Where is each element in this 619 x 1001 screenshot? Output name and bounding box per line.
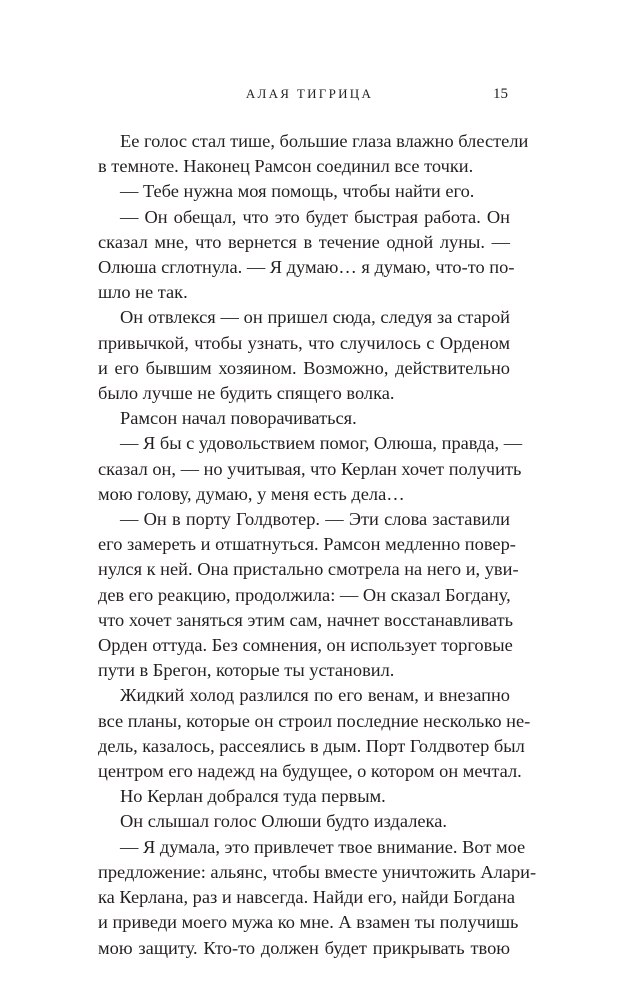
text-line: Но Керлан добрался туда первым.: [120, 786, 386, 807]
text-line: Жидкий холод разлился по его венам, и внезапно: [120, 685, 510, 706]
text-line: привычкой, чтобы узнать, что случилось с Орденом: [98, 332, 510, 353]
text-line: Ее голос стал тише, большие глаза влажно блестели: [120, 131, 529, 151]
text-line: дев его реакцию, продолжила: — Он сказал Богдану,: [98, 584, 511, 605]
text-line: Рамсон начал поворачиваться.: [120, 408, 357, 429]
text-line: и приведи моего мужа ко мне. А взамен ты получишь: [98, 912, 519, 933]
text-line: шло не так.: [98, 282, 188, 303]
running-header: [0, 84, 619, 104]
page-number: 15: [493, 86, 508, 102]
text-line: пути в Брегон, которые ты установил.: [98, 660, 395, 681]
text-line: мою голову, думаю, у меня есть дела…: [98, 483, 405, 504]
text-line: все планы, которые он строил последние несколько не-: [98, 710, 531, 731]
text-line: Олюша сглотнула. — Я думаю… я думаю, что-то по-: [98, 257, 515, 278]
text-line: — Я бы с удовольствием помог, Олюша, правда, —: [120, 433, 523, 454]
text-line: что хочет заняться этим сам, начнет восстанавливать: [98, 609, 513, 630]
text-line: нулся к ней. Она пристально смотрела на него и, уви-: [98, 559, 519, 580]
text-line: — Он обещал, что это будет быстрая работа. Он: [120, 206, 510, 227]
text-line: сказал мне, что вернется в течение одной луны. —: [98, 231, 510, 252]
text-line: его замереть и отшатнуться. Рамсон медленно повер-: [98, 534, 516, 555]
text-line: дель, казалось, рассеялись в дым. Порт Голдвотер был: [98, 735, 525, 756]
text-line: сказал он, — но учитывая, что Керлан хочет получить: [98, 458, 522, 479]
text-line: мою защиту. Кто-то должен будет прикрывать твою: [98, 937, 510, 958]
text-line: — Тебе нужна моя помощь, чтобы найти его.: [120, 181, 475, 202]
text-line: центром его надежд на будущее, о котором он мечтал.: [98, 761, 522, 782]
text-line: предложение: альянс, чтобы вместе уничтожить Алари-: [98, 861, 537, 882]
body-text: [98, 129, 537, 961]
text-line: — Он в порту Голдвотер. — Эти слова заставили: [120, 509, 510, 530]
text-line: было лучше не будить спящего волка.: [98, 383, 395, 404]
text-line: Он отвлекся — он пришел сюда, следуя за старой: [120, 307, 510, 328]
text-line: Орден оттуда. Без сомнения, он использует торговые: [98, 635, 513, 656]
text-line: Он слышал голос Олюши будто издалека.: [120, 811, 447, 832]
text-line: в темноте. Наконец Рамсон соединил все точки.: [98, 156, 474, 177]
text-line: ка Керлана, раз и навсегда. Найди его, найди Богдана: [98, 887, 516, 908]
text-line: — Я думала, это привлечет твое внимание. Вот мое: [120, 836, 526, 857]
running-title: АЛАЯ ТИГРИЦА: [245, 86, 374, 101]
text-line: и его бывшим хозяином. Возможно, действительно: [98, 357, 510, 378]
